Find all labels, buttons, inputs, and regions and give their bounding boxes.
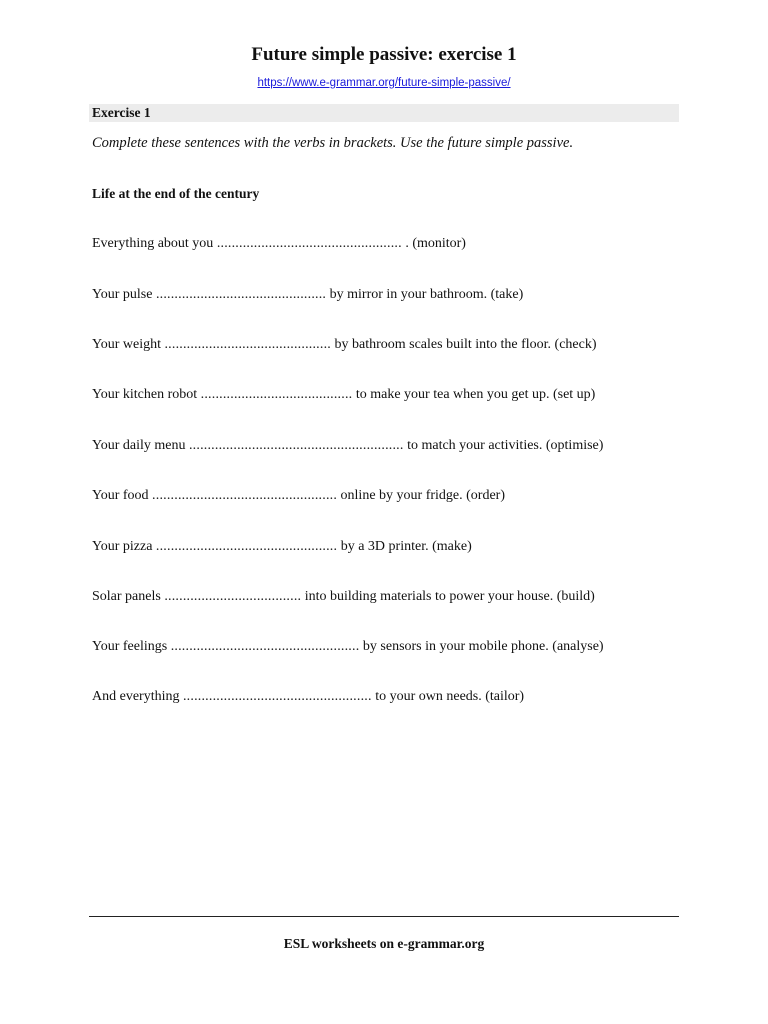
footer-text: ESL worksheets on e-grammar.org <box>283 936 485 951</box>
exercise-heading-bar <box>89 104 679 122</box>
answer-gap[interactable]: ................................................... <box>170 639 360 654</box>
sentence-end: to match your activities. (optimise) <box>403 438 604 453</box>
exercise-heading: Exercise 1 <box>92 105 151 120</box>
sentence-start: Solar panels <box>92 589 165 604</box>
answer-gap[interactable]: .................................................. <box>152 488 338 503</box>
answer-gap[interactable]: ..................................... <box>164 589 302 604</box>
section-title: Life at the end of the century <box>92 186 260 201</box>
exercise-sentence <box>92 538 472 556</box>
sentence-start: Your food <box>92 488 153 503</box>
answer-gap[interactable]: ............................................. <box>164 337 331 352</box>
exercise-sentence <box>92 638 604 656</box>
sentence-start: Everything about you <box>92 236 217 251</box>
answer-gap[interactable]: ................................................. <box>155 539 338 554</box>
exercise-sentence <box>92 286 523 304</box>
sentence-start: Your feelings <box>92 639 171 654</box>
sentence-end: . (monitor) <box>401 236 466 251</box>
exercise-sentence <box>92 487 505 505</box>
answer-gap[interactable]: ................................................... <box>182 689 372 704</box>
exercise-instructions: Complete these sentences with the verbs in brackets. Use the future simple passive. <box>92 135 574 151</box>
sentence-start: Your kitchen robot <box>92 387 201 402</box>
sentence-end: by a 3D printer. (make) <box>337 539 472 554</box>
sentence-end: to your own needs. (tailor) <box>371 689 525 704</box>
source-link[interactable]: https://www.e-grammar.org/future-simple-passive/ <box>257 77 511 89</box>
sentence-start: And everything <box>92 689 183 704</box>
answer-gap[interactable]: .................................................. <box>216 236 402 251</box>
exercise-sentence <box>92 588 595 606</box>
answer-gap[interactable]: ......................................... <box>200 387 353 402</box>
exercise-sentence <box>92 336 597 354</box>
sentence-end: into building materials to power your house. (build) <box>301 589 595 604</box>
exercise-sentence <box>92 235 466 253</box>
answer-gap[interactable]: .......................................................... <box>188 438 404 453</box>
sentence-start: Your daily menu <box>92 438 189 453</box>
footer-divider <box>89 916 679 917</box>
sentence-start: Your weight <box>92 337 165 352</box>
sentence-end: by mirror in your bathroom. (take) <box>326 287 524 302</box>
exercise-sentence <box>92 437 603 455</box>
answer-gap[interactable]: .............................................. <box>155 287 327 302</box>
sentence-end: by bathroom scales built into the floor. (check) <box>330 337 597 352</box>
exercise-sentence <box>92 688 524 706</box>
sentence-start: Your pizza <box>92 539 156 554</box>
page-title: Future simple passive: exercise 1 <box>251 44 517 65</box>
exercise-sentence <box>92 386 595 404</box>
sentence-end: online by your fridge. (order) <box>337 488 505 503</box>
sentence-end: by sensors in your mobile phone. (analyse) <box>359 639 604 654</box>
sentence-start: Your pulse <box>92 287 156 302</box>
sentence-end: to make your tea when you get up. (set up) <box>352 387 596 402</box>
